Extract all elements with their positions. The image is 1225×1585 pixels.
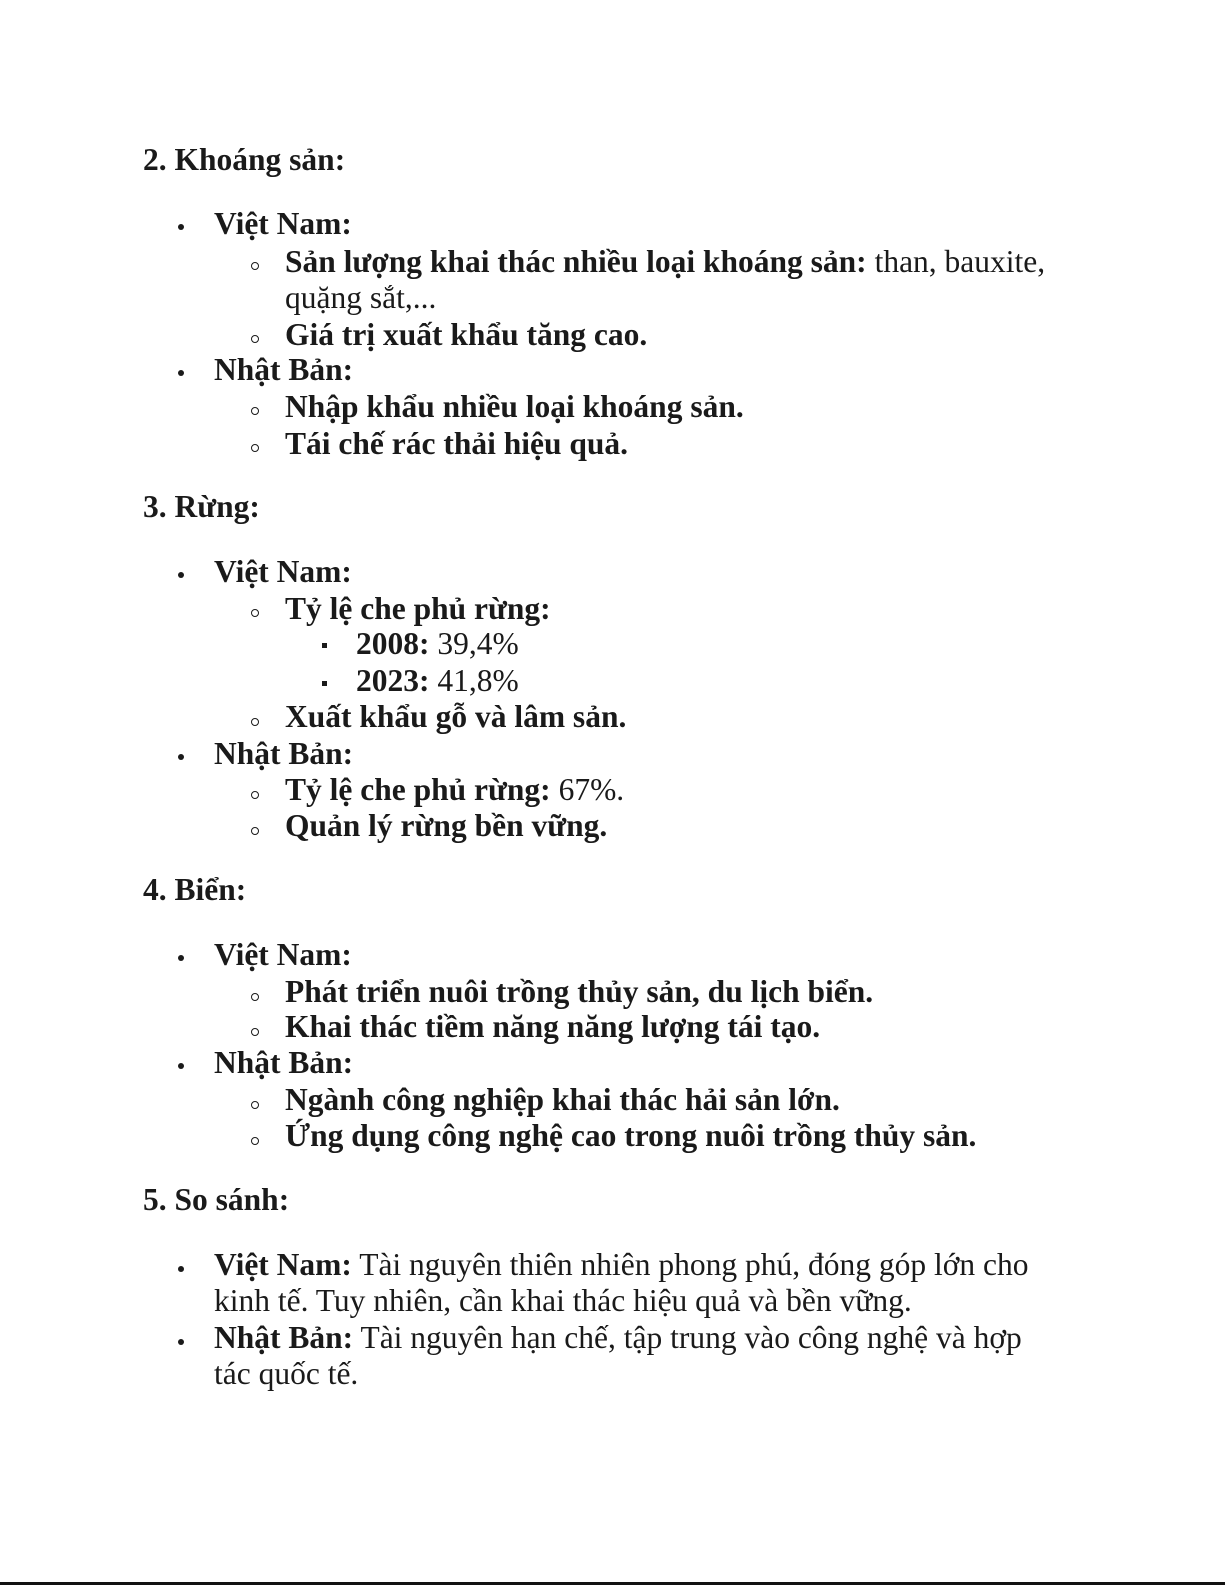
section-heading: 3. Rừng: <box>143 489 260 524</box>
list-item <box>285 244 1045 280</box>
circle-bullet-icon <box>251 827 259 835</box>
country-label-japan: Nhật Bản: <box>214 1320 354 1355</box>
country-label-vietnam: Việt Nam: <box>214 554 352 589</box>
section-heading: 2. Khoáng sản: <box>143 142 346 177</box>
list-item: Ứng dụng công nghệ cao trong nuôi trồng thủy sản. <box>285 1118 977 1153</box>
list-item: Nhập khẩu nhiều loại khoáng sản. <box>285 389 744 424</box>
comparison-continuation: kinh tế. Tuy nhiên, cần khai thác hiệu quả và bền vững. <box>214 1283 912 1318</box>
disc-bullet-icon <box>178 754 184 760</box>
list-item: Ngành công nghiệp khai thác hải sản lớn. <box>285 1082 840 1117</box>
circle-bullet-icon <box>251 407 259 415</box>
disc-bullet-icon <box>178 572 184 578</box>
list-item <box>356 663 519 699</box>
list-item-continuation: quặng sắt,... <box>285 280 437 315</box>
circle-bullet-icon <box>251 993 259 1001</box>
disc-bullet-icon <box>178 955 184 961</box>
circle-bullet-icon <box>251 335 259 343</box>
disc-bullet-icon <box>178 1339 184 1345</box>
list-item <box>285 772 624 808</box>
section-heading: 5. So sánh: <box>143 1182 290 1217</box>
list-item: Tỷ lệ che phủ rừng: <box>285 591 551 626</box>
disc-bullet-icon <box>178 224 184 230</box>
country-label-vietnam: Việt Nam: <box>214 206 352 241</box>
disc-bullet-icon <box>178 1266 184 1272</box>
comparison-item <box>214 1247 1029 1283</box>
circle-bullet-icon <box>251 1028 259 1036</box>
comparison-text: Tài nguyên hạn chế, tập trung vào công nghệ và hợp <box>353 1320 1022 1355</box>
country-label-japan: Nhật Bản: <box>214 1045 354 1080</box>
circle-bullet-icon <box>251 1137 259 1145</box>
circle-bullet-icon <box>251 262 259 270</box>
section-heading: 4. Biển: <box>143 872 247 907</box>
country-label-japan: Nhật Bản: <box>214 352 354 387</box>
comparison-item <box>214 1320 1022 1356</box>
comparison-text: Tài nguyên thiên nhiên phong phú, đóng góp lớn cho <box>351 1247 1029 1282</box>
item-text: 67%. <box>550 772 625 807</box>
list-item <box>356 626 519 662</box>
list-item: Tái chế rác thải hiệu quả. <box>285 426 629 461</box>
comparison-continuation: tác quốc tế. <box>214 1356 359 1391</box>
circle-bullet-icon <box>251 791 259 799</box>
country-label-japan: Nhật Bản: <box>214 736 354 771</box>
list-item: Xuất khẩu gỗ và lâm sản. <box>285 699 627 734</box>
country-label-vietnam: Việt Nam: <box>214 1247 352 1282</box>
item-bold-text: Tỷ lệ che phủ rừng: <box>285 772 551 807</box>
circle-bullet-icon <box>251 609 259 617</box>
item-text: than, bauxite, <box>866 244 1046 279</box>
coverage-value: 41,8% <box>429 663 519 698</box>
list-item: Khai thác tiềm năng năng lượng tái tạo. <box>285 1009 821 1044</box>
square-bullet-icon <box>322 681 327 686</box>
country-label-vietnam: Việt Nam: <box>214 937 352 972</box>
circle-bullet-icon <box>251 1101 259 1109</box>
disc-bullet-icon <box>178 370 184 376</box>
list-item: Quản lý rừng bền vững. <box>285 808 608 843</box>
square-bullet-icon <box>322 643 327 648</box>
year-label: 2023: <box>356 663 430 698</box>
item-bold-text: Sản lượng khai thác nhiều loại khoáng sản: <box>285 244 867 279</box>
coverage-value: 39,4% <box>429 626 519 661</box>
circle-bullet-icon <box>251 718 259 726</box>
year-label: 2008: <box>356 626 430 661</box>
list-item: Giá trị xuất khẩu tăng cao. <box>285 317 648 352</box>
disc-bullet-icon <box>178 1063 184 1069</box>
list-item: Phát triển nuôi trồng thủy sản, du lịch biển. <box>285 974 874 1009</box>
circle-bullet-icon <box>251 444 259 452</box>
